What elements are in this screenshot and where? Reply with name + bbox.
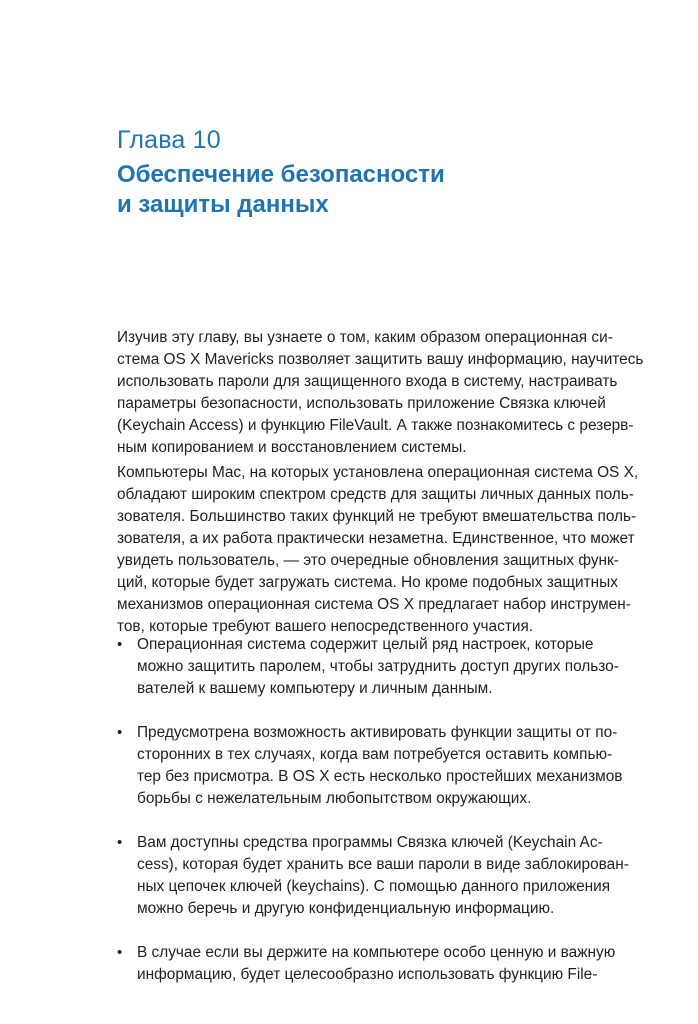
bullet-item-filevault <box>117 942 616 986</box>
text-line: можно беречь и другую конфиденциальную информацию. <box>137 900 555 917</box>
bullet-marker: • <box>117 944 123 961</box>
text-line: (Keychain Access) и функцию FileVault. А также познакомитесь с резерв- <box>117 417 634 434</box>
chapter-title <box>117 160 597 220</box>
text-line: Изучив эту главу, вы узнаете о том, каким образом операционная си- <box>117 329 613 346</box>
paragraph-mac-security <box>117 462 639 638</box>
text-line: информацию, будет целесообразно использовать функцию File- <box>137 966 598 983</box>
text-line: Операционная система содержит целый ряд настроек, которые <box>137 636 594 653</box>
bullet-item-protection-functions <box>117 722 623 810</box>
text-line: зователя, а их работа практически незаметна. Единственное, что может <box>117 530 635 547</box>
text-line: тер без присмотра. В OS X есть несколько простейших механизмов <box>137 768 623 785</box>
text-line: вателей к вашему компьютеру и личным данным. <box>137 680 493 697</box>
text-line: обладают широким спектром средств для защиты личных данных поль- <box>117 486 634 503</box>
bullet-marker: • <box>117 636 123 653</box>
text-line: В случае если вы держите на компьютере особо ценную и важную <box>137 944 616 961</box>
text-line: увидеть пользователь, — это очередные обновления защитных функ- <box>117 552 619 569</box>
bullet-item-password-settings <box>117 634 619 700</box>
text-line: механизмов операционная система OS X предлагает набор инструмен- <box>117 596 631 613</box>
text-line: ных цепочек ключей (keychains). С помощью данного приложения <box>137 878 611 895</box>
bullet-marker: • <box>117 834 123 851</box>
text-line: можно защитить паролем, чтобы затруднить доступ других пользо- <box>137 658 619 675</box>
text-line: тов, которые требуют вашего непосредственного участия. <box>117 618 534 635</box>
text-line: ным копированием и восстановлением системы. <box>117 439 467 456</box>
text-line: Компьютеры Mac, на которых установлена операционная система OS X, <box>117 464 639 481</box>
text-line: борьбы с нежелательным любопытством окружающих. <box>137 790 532 807</box>
chapter-number: Глава 10 <box>117 126 221 154</box>
text-line: зователя. Большинство таких функций не требуют вмешательства поль- <box>117 508 637 525</box>
bullet-marker: • <box>117 724 123 741</box>
text-line: параметры безопасности, использовать приложение Связка ключей <box>117 395 606 412</box>
text-line: Вам доступны средства программы Связка ключей (Keychain Ac- <box>137 834 603 851</box>
chapter-title-line-1: Обеспечение безопасности <box>117 161 445 188</box>
paragraph-intro <box>117 327 644 459</box>
text-line: использовать пароли для защищенного входа в систему, настраивать <box>117 373 618 390</box>
bullet-list <box>117 634 629 1008</box>
text-line: ций, которые будет загружать система. Но кроме подобных защитных <box>117 574 618 591</box>
chapter-title-line-2: и защиты данных <box>117 191 329 218</box>
text-line: сторонних в тех случаях, когда вам потребуется оставить компью- <box>137 746 613 763</box>
text-line: cess), которая будет хранить все ваши пароли в виде заблокирован- <box>137 856 629 873</box>
bullet-item-keychain <box>117 832 629 920</box>
text-line: стема OS X Mavericks позволяет защитить вашу информацию, научитесь <box>117 351 644 368</box>
text-line: Предусмотрена возможность активировать функции защиты от по- <box>137 724 618 741</box>
